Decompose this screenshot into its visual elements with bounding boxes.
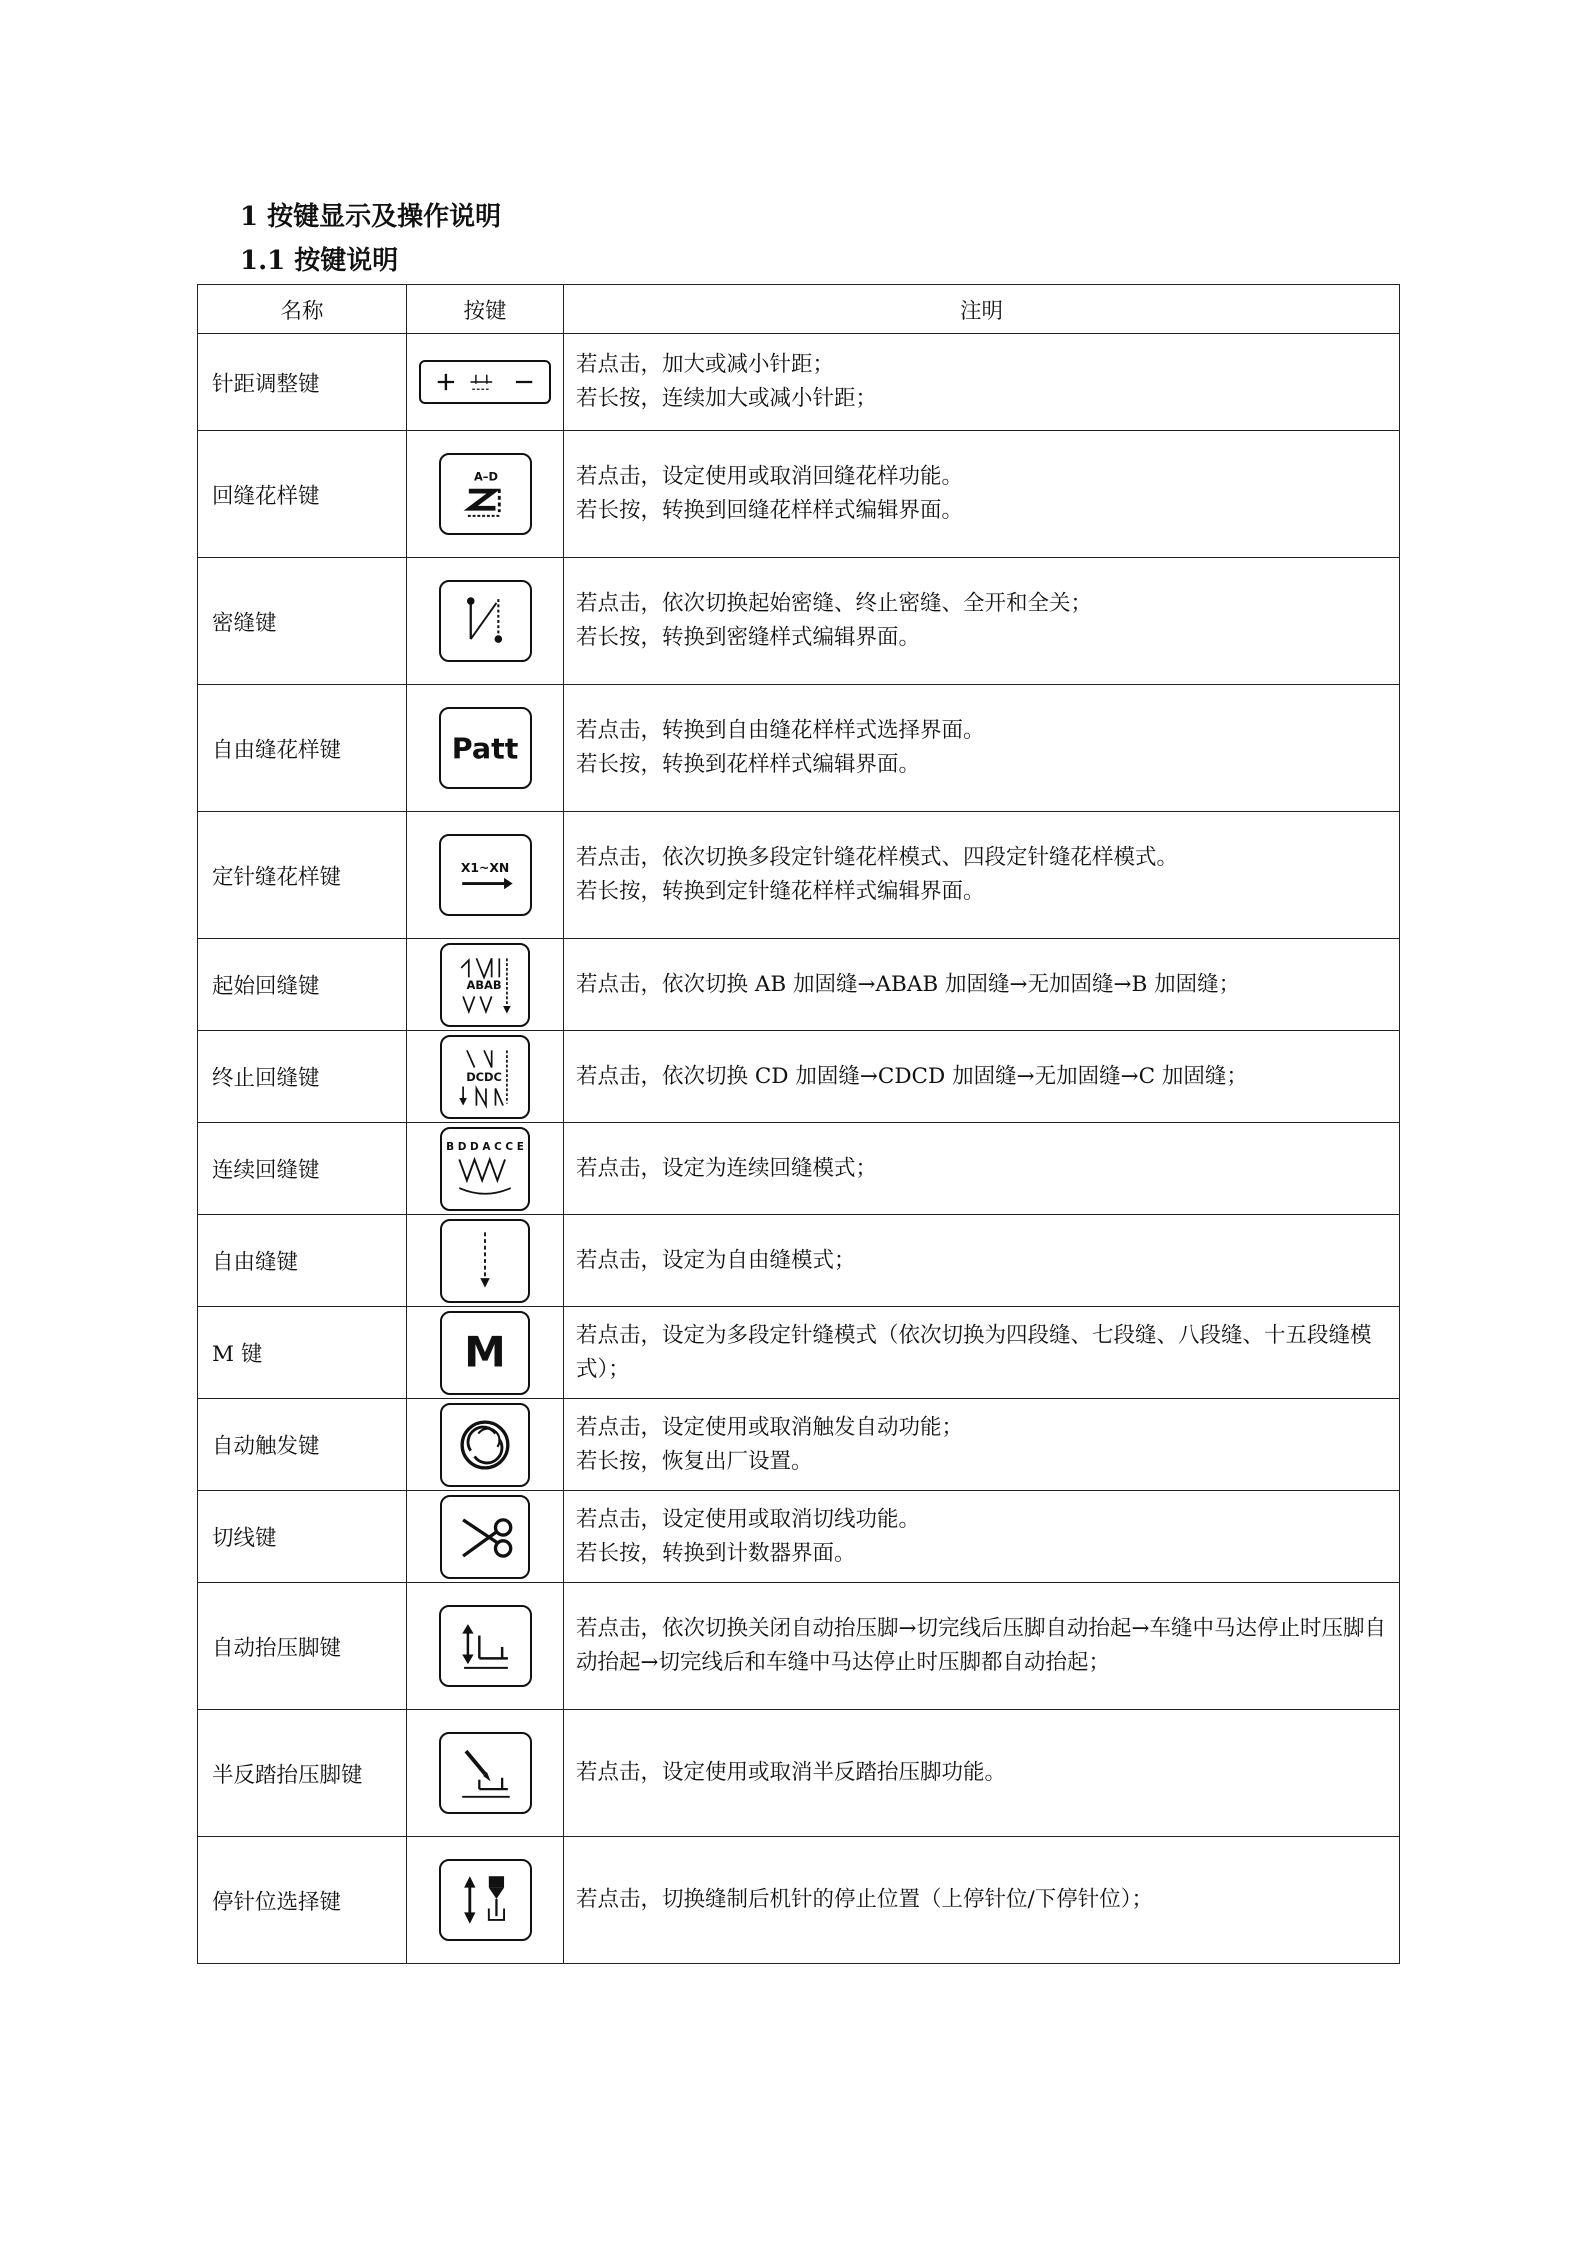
- table-row: [198, 1491, 1400, 1583]
- fixed-stitch-pattern-x1-xn-icon: [439, 834, 532, 916]
- free-sewing-pattern-patt-icon: [439, 707, 532, 789]
- key-name: 切线键: [198, 1491, 407, 1583]
- key-name: 自动触发键: [198, 1399, 407, 1491]
- note-line: 若点击，切换缝制后机针的停止位置（上停针位/下停针位）；: [576, 1887, 1153, 1912]
- key-icon-cell: [407, 1031, 564, 1123]
- table-row: [198, 1123, 1400, 1215]
- table-row: [198, 334, 1400, 431]
- key-name: 停针位选择键: [198, 1837, 407, 1964]
- table-row: [198, 1710, 1400, 1837]
- note-line: 若长按，转换到花样样式编辑界面。: [576, 752, 921, 777]
- end-backtack-dcdc-icon: [440, 1035, 530, 1119]
- icon-text: M: [464, 1326, 506, 1376]
- header-name: 名称: [198, 285, 407, 334]
- table-row: [198, 812, 1400, 939]
- table-row: [198, 939, 1400, 1031]
- key-icon-cell: [407, 558, 564, 685]
- note-line: 若长按，转换到定针缝花样样式编辑界面。: [576, 879, 985, 904]
- m-key-icon: [440, 1311, 530, 1395]
- auto-presser-foot-lift-icon: [439, 1605, 532, 1687]
- table-row: [198, 1031, 1400, 1123]
- note-line: 若点击，依次切换 CD 加固缝→CDCD 加固缝→无加固缝→C 加固缝；: [576, 1063, 1248, 1089]
- key-note: [564, 558, 1400, 685]
- key-note: [564, 939, 1400, 1031]
- thread-trim-scissors-icon: [440, 1495, 530, 1579]
- section-heading: 1 按键显示及操作说明: [240, 202, 502, 232]
- key-icon-cell: [407, 431, 564, 558]
- note-line: 若点击，设定使用或取消回缝花样功能。: [576, 464, 964, 489]
- note-line: 若点击，依次切换关闭自动抬压脚→切完线后压脚自动抬起→车缝中马达停止时压脚自动抬起→切完线后和车缝中马达停止时压脚都自动抬起；: [576, 1616, 1387, 1675]
- stitch-length-plus-minus-icon: [419, 360, 551, 404]
- key-note: [564, 1491, 1400, 1583]
- icon-text: Patt: [451, 732, 518, 766]
- key-note: [564, 1215, 1400, 1307]
- key-name: 起始回缝键: [198, 939, 407, 1031]
- key-icon-cell: [407, 685, 564, 812]
- table-row: [198, 1399, 1400, 1491]
- key-icon-cell: [407, 939, 564, 1031]
- key-icon-cell: [407, 1123, 564, 1215]
- key-icon-cell: [407, 1491, 564, 1583]
- key-icon-cell: [407, 1215, 564, 1307]
- note-line: 若点击，设定使用或取消切线功能。: [576, 1506, 921, 1532]
- key-icon-cell: [407, 1307, 564, 1399]
- note-line: 若点击，设定使用或取消半反踏抬压脚功能。: [576, 1760, 1007, 1785]
- note-line: 若点击，设定为自由缝模式；: [576, 1247, 856, 1273]
- key-name: 终止回缝键: [198, 1031, 407, 1123]
- key-name: 定针缝花样键: [198, 812, 407, 939]
- note-line: 若点击，转换到自由缝花样样式选择界面。: [576, 718, 985, 743]
- note-line: 若点击，依次切换 AB 加固缝→ABAB 加固缝→无加固缝→B 加固缝；: [576, 971, 1241, 997]
- key-name: 密缝键: [198, 558, 407, 685]
- backtack-pattern-ad-icon: [439, 453, 532, 535]
- key-icon-cell: [407, 1399, 564, 1491]
- table-row: [198, 1583, 1400, 1710]
- key-note: [564, 1583, 1400, 1710]
- icon-text: B D D A C C E: [446, 1140, 524, 1153]
- key-note: [564, 685, 1400, 812]
- start-backtack-abab-icon: [440, 943, 530, 1027]
- icon-text: A–D: [473, 469, 498, 484]
- icon-text: ABAB: [466, 977, 502, 992]
- table-row: [198, 1215, 1400, 1307]
- key-name: 回缝花样键: [198, 431, 407, 558]
- key-name: 连续回缝键: [198, 1123, 407, 1215]
- note-line: 若长按，恢复出厂设置。: [576, 1448, 813, 1474]
- key-note: [564, 334, 1400, 431]
- key-icon-cell: [407, 812, 564, 939]
- continuous-backtack-icon: [440, 1127, 530, 1211]
- key-note: [564, 1123, 1400, 1215]
- header-note: 注明: [564, 285, 1400, 334]
- table-row: [198, 685, 1400, 812]
- condensed-stitch-icon: [439, 580, 532, 662]
- key-name: M 键: [198, 1307, 407, 1399]
- half-heel-presser-foot-icon: [439, 1732, 532, 1814]
- note-line: 若点击，设定为多段定针缝模式（依次切换为四段缝、七段缝、八段缝、十五段缝模式）；: [576, 1322, 1372, 1382]
- key-name: 自动抬压脚键: [198, 1583, 407, 1710]
- header-key: 按键: [407, 285, 564, 334]
- table-row: [198, 1307, 1400, 1399]
- free-sewing-dashed-arrow-icon: [440, 1219, 530, 1303]
- key-name: 自由缝键: [198, 1215, 407, 1307]
- key-note: [564, 812, 1400, 939]
- note-line: 若点击，加大或减小针距；: [576, 352, 835, 377]
- key-description-table: [197, 284, 1400, 1964]
- needle-stop-position-icon: [439, 1859, 532, 1941]
- key-note: [564, 431, 1400, 558]
- key-icon-cell: [407, 1837, 564, 1964]
- note-line: 若长按，转换到计数器界面。: [576, 1540, 856, 1566]
- key-note: [564, 1837, 1400, 1964]
- note-line: 若点击，依次切换起始密缝、终止密缝、全开和全关；: [576, 591, 1093, 616]
- note-line: 若点击，依次切换多段定针缝花样模式、四段定针缝花样模式。: [576, 845, 1179, 870]
- key-note: [564, 1031, 1400, 1123]
- note-line: 若点击，设定使用或取消触发自动功能；: [576, 1414, 964, 1440]
- key-note: [564, 1710, 1400, 1837]
- key-name: 半反踏抬压脚键: [198, 1710, 407, 1837]
- note-line: 若长按，转换到密缝样式编辑界面。: [576, 625, 921, 650]
- note-line: 若长按，连续加大或减小针距；: [576, 386, 878, 411]
- icon-text: X1~XN: [460, 861, 509, 876]
- table-row: [198, 1837, 1400, 1964]
- subsection-heading: 1.1 按键说明: [240, 246, 399, 276]
- key-note: [564, 1399, 1400, 1491]
- key-icon-cell: [407, 1583, 564, 1710]
- key-note: [564, 1307, 1400, 1399]
- table-row: [198, 558, 1400, 685]
- key-icon-cell: [407, 334, 564, 431]
- table-row: [198, 431, 1400, 558]
- key-name: 自由缝花样键: [198, 685, 407, 812]
- note-line: 若长按，转换到回缝花样样式编辑界面。: [576, 498, 964, 523]
- icon-text: DCDC: [466, 1069, 502, 1084]
- table-header-row: [198, 285, 1400, 334]
- note-line: 若点击，设定为连续回缝模式；: [576, 1155, 878, 1181]
- key-icon-cell: [407, 1710, 564, 1837]
- auto-trigger-icon: [440, 1403, 530, 1487]
- key-name: 针距调整键: [198, 334, 407, 431]
